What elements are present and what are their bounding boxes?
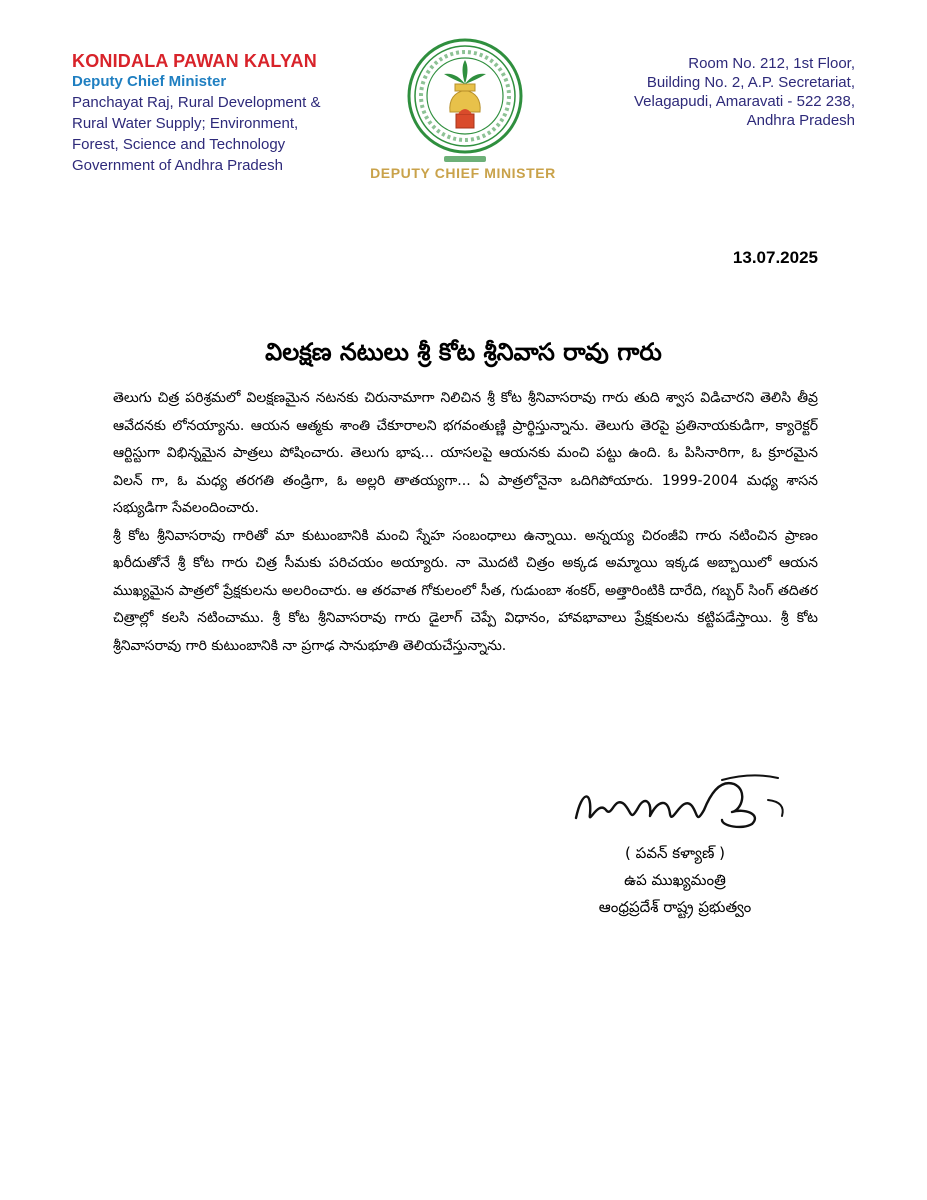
sender-designation: Deputy Chief Minister xyxy=(72,73,227,90)
address-line: Room No. 212, 1st Floor, xyxy=(688,55,855,72)
body-paragraph: శ్రీ కోట శ్రీనివాసరావు గారితో మా కుటుంబానికి మంచి స్నేహ సంబంధాలు ఉన్నాయి. అన్నయ్య చిరంజీవి గారు నటించిన ప్రాణం ఖరీదుతోనే శ్రీ కోట గారు చిత్ర సీమకు పరిచయం అయ్యారు. నా మొదటి చిత్రం అక్కడ అమ్మాయి ఇక్కడ అబ్బాయిలో ఆయన ముఖ్యమైన పాత్రలో ప్రేక్షకులను అలరించారు. ఆ తరవాత గోకులంలో సీత, గుడుంబా శంకర్, అత్తారింటికి దారేది, గబ్బర్ సింగ్ తదితర చిత్రాల్లో కలసి నటించాము. శ్రీ కోట శ్రీనివాసరావు గారు డైలాగ్ చెప్పే విధానం, హావభావాలు ప్రేక్షకులను కట్టిపడేస్తాయి. శ్రీ కోట శ్రీనివాసరావు గారి కుటుంబానికి నా ప్రగాఢ సానుభూతి తెలియచేస్తున్నాను. xyxy=(113,527,818,654)
address-line: Andhra Pradesh xyxy=(746,112,855,129)
handwritten-signature xyxy=(572,770,792,834)
signatory-name: ( పవన్ కళ్యాణ్ ) xyxy=(625,844,725,862)
signatory-block xyxy=(560,840,790,921)
sender-portfolio-line: Forest, Science and Technology xyxy=(72,136,286,153)
letter-title: విలక్షణ నటులు శ్రీ కోట శ్రీనివాస రావు గారు xyxy=(265,338,662,366)
address-line: Building No. 2, A.P. Secretariat, xyxy=(646,74,855,91)
sender-portfolio-line: Panchayat Raj, Rural Development & xyxy=(72,94,321,111)
state-emblem-icon xyxy=(400,34,530,174)
emblem-caption: DEPUTY CHIEF MINISTER xyxy=(370,165,556,181)
letterhead-address xyxy=(555,54,855,130)
address-line: Velagapudi, Amaravati - 522 238, xyxy=(634,93,855,110)
emblem-graphic xyxy=(400,34,530,174)
sender-portfolio-line: Government of Andhra Pradesh xyxy=(72,157,283,174)
signatory-designation: ఉప ముఖ్యమంత్రి xyxy=(624,871,726,889)
letterhead-sender xyxy=(72,50,372,176)
letter-date: 13.07.2025 xyxy=(732,248,818,267)
sender-name: KONIDALA PAWAN KALYAN xyxy=(72,51,317,71)
signatory-government: ఆంధ్రప్రదేశ్ రాష్ట్ర ప్రభుత్వం xyxy=(598,898,752,916)
sender-portfolio-line: Rural Water Supply; Environment, xyxy=(72,115,299,132)
body-paragraph: తెలుగు చిత్ర పరిశ్రమలో విలక్షణమైన నటనకు చిరునామాగా నిలిచిన శ్రీ కోట శ్రీనివాసరావు గారు తుది శ్వాస విడిచారని తెలిసి తీవ్ర ఆవేదనకు లోనయ్యాను. ఆయన ఆత్మకు శాంతి చేకూరాలని భగవంతుణ్ణి ప్రార్థిస్తున్నాను. తెలుగు తెరపై ప్రతినాయకుడిగా, క్యారెక్టర్ ఆర్టిస్టుగా విభిన్నమైన పాత్రలు పోషించారు. తెలుగు భాష... యాసలపై ఆయనకు మంచి పట్టు ఉంది. ఓ పిసినారిగా, ఓ క్రూరమైన విలన్ గా, ఓ మధ్య తరగతి తండ్రిగా, ఓ అల్లరి తాతయ్యగా... ఏ పాత్రలోనైనా ఒదిగిపోయారు. 1999-2004 మధ్య శాసన సభ్యుడిగా సేవలందించారు. xyxy=(113,390,818,516)
signature-graphic xyxy=(572,770,792,834)
letter-body xyxy=(113,385,818,660)
